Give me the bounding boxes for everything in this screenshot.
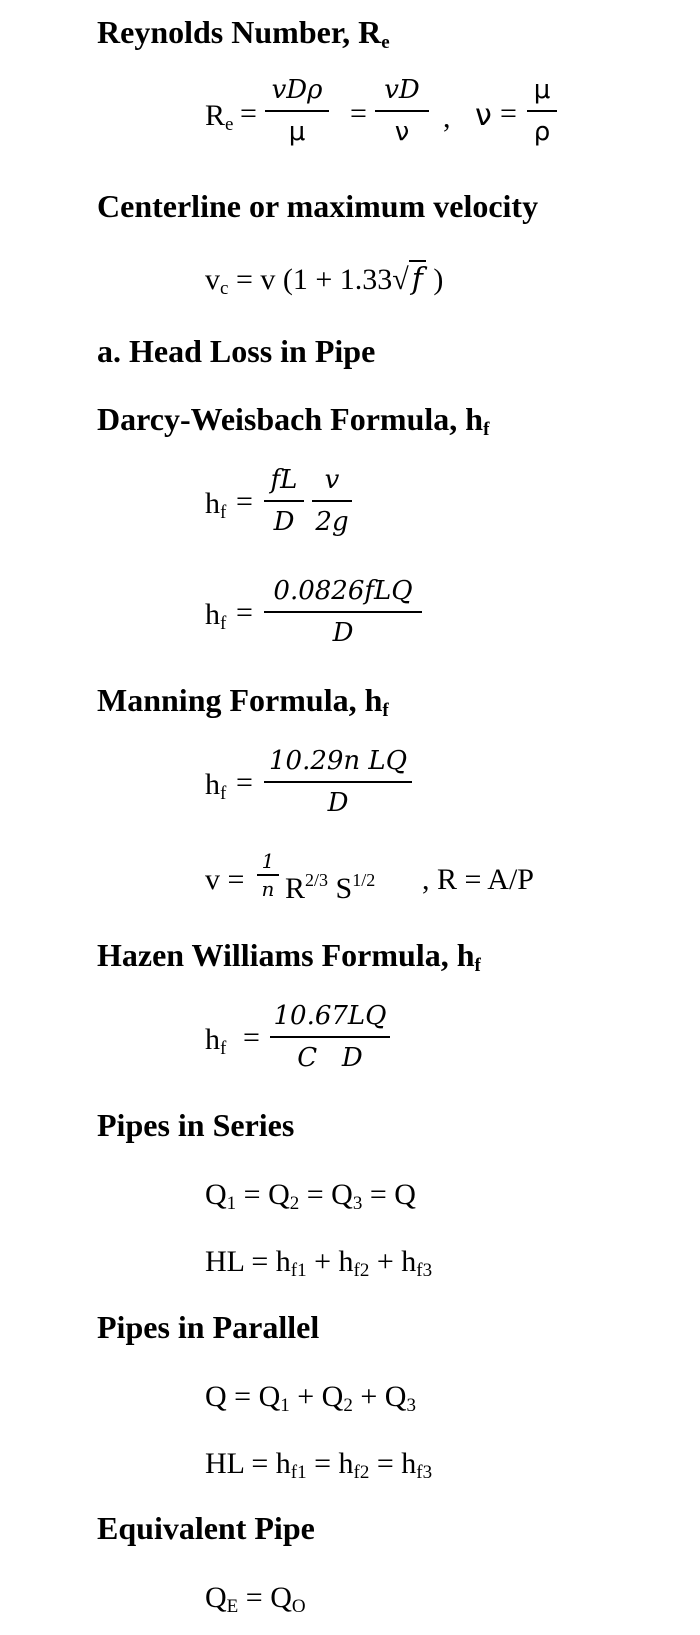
centerline-heading: Centerline or maximum velocity (97, 188, 539, 224)
series-headloss-equation: HL = $h_{f1} + h_{f2} + h_{f3}$ (205, 1245, 433, 1281)
darcy-fraction-b: v 2g (312, 464, 352, 538)
darcy-fraction-2: 0.0826fLQ D (264, 575, 422, 649)
reynolds-fraction-2: vD ν (375, 74, 429, 148)
series-flow-equation: $Q_1 = Q_2 = Q_3 = Q$ (205, 1178, 416, 1214)
parallel-headloss-equation: HL = $h_{f1} = h_{f2} = h_{f3}$ (205, 1447, 433, 1483)
equivalent-flow-equation: $Q_E = Q_O$ (205, 1581, 306, 1617)
darcy-fraction-a: fL D (264, 464, 304, 538)
reynolds-fraction-3: μ ρ (527, 74, 557, 148)
head-loss-heading: a. Head Loss in Pipe (97, 333, 376, 369)
darcy-heading: Darcy-Weisbach Formula, $h_f$ (97, 401, 490, 440)
centerline-equation: $v_c = v$ (1 + 1.33√ f ) (205, 262, 444, 299)
manning-fraction-1: 10.29n LQ D (264, 745, 412, 819)
reynolds-fraction-1: vDρ μ (265, 74, 329, 148)
sqrt-symbol: √ (392, 263, 409, 296)
hazen-heading: Hazen Williams Formula, $h_f$ (97, 937, 481, 976)
parallel-flow-equation: $Q = Q_1 + Q_2 + Q_3$ (205, 1380, 416, 1416)
equivalent-heading: Equivalent Pipe (97, 1510, 315, 1546)
hazen-fraction: 10.67LQ C D (270, 1000, 390, 1074)
manning-heading: Manning Formula, $h_f$ (97, 682, 389, 721)
reynolds-heading: Reynolds Number, $R_e$ (97, 14, 390, 53)
series-heading: Pipes in Series (97, 1107, 295, 1143)
parallel-heading: Pipes in Parallel (97, 1309, 320, 1345)
manning-fraction-v: 1 n (257, 850, 279, 900)
